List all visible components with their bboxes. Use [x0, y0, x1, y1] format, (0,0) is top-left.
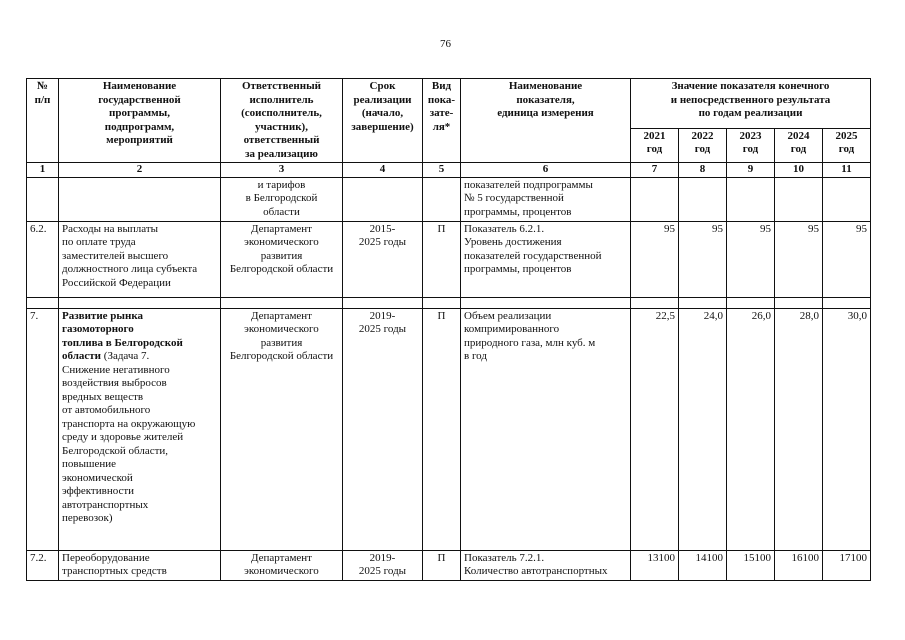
row-num: 7.: [27, 308, 59, 550]
header-year: 2024 год: [775, 128, 823, 162]
row-indicator: Показатель 6.2.1. Уровень достижения показателей государственной программы, процентов: [461, 221, 631, 297]
row-term: [343, 177, 423, 221]
table-row: [27, 177, 871, 221]
column-number: 3: [221, 163, 343, 178]
header-year: 2021 год: [631, 128, 679, 162]
row-value: 22,5: [631, 308, 679, 550]
header-values: Значение показателя конечного и непосредственного результата по годам реализации: [631, 79, 871, 129]
column-number: 10: [775, 163, 823, 178]
row-value: 95: [775, 221, 823, 297]
row-value: 95: [727, 221, 775, 297]
row-value: 24,0: [679, 308, 727, 550]
row-value: 95: [823, 221, 871, 297]
column-number: 4: [343, 163, 423, 178]
row-value: 30,0: [823, 308, 871, 550]
row-value: 95: [631, 221, 679, 297]
header-year: 2023 год: [727, 128, 775, 162]
row-value: [727, 177, 775, 221]
row-value: 17100: [823, 550, 871, 580]
row-term: 2015- 2025 годы: [343, 221, 423, 297]
column-number: 9: [727, 163, 775, 178]
row-value: [679, 177, 727, 221]
header-program: Наименование государственной программы, подпрограмм, мероприятий: [59, 79, 221, 163]
column-number: 5: [423, 163, 461, 178]
table-row: [27, 550, 871, 580]
row-type: [423, 177, 461, 221]
column-number: 6: [461, 163, 631, 178]
header-type: Вид пока- зате- ля*: [423, 79, 461, 163]
row-executor: Департамент экономического развития Белгородской области: [221, 308, 343, 550]
row-type: П: [423, 221, 461, 297]
page-number: 76: [440, 38, 451, 50]
row-name: Переоборудование транспортных средств: [59, 550, 221, 580]
row-num: 7.2.: [27, 550, 59, 580]
header-executor: Ответственный исполнитель (соисполнитель, участник), ответственный за реализацию: [221, 79, 343, 163]
program-table: [26, 78, 871, 581]
row-value: 15100: [727, 550, 775, 580]
column-number: 2: [59, 163, 221, 178]
row-indicator: показателей подпрограммы № 5 государственной программы, процентов: [461, 177, 631, 221]
header-year: 2025 год: [823, 128, 871, 162]
row-num: [27, 177, 59, 221]
row-name: [59, 308, 221, 550]
row-indicator: Объем реализации компримированного природного газа, млн куб. м в год: [461, 308, 631, 550]
column-number: 7: [631, 163, 679, 178]
row-value: 95: [679, 221, 727, 297]
table-row-spacer: [27, 297, 871, 308]
row-type: П: [423, 550, 461, 580]
row-value: 14100: [679, 550, 727, 580]
row-value: [775, 177, 823, 221]
row-value: 28,0: [775, 308, 823, 550]
row-value: 13100: [631, 550, 679, 580]
header-term: Срок реализации (начало, завершение): [343, 79, 423, 163]
table-row: [27, 308, 871, 550]
row-indicator: Показатель 7.2.1. Количество автотранспортных: [461, 550, 631, 580]
row-name-rest: (Задача 7. Снижение негативного воздействия выбросов вредных веществ от автомобильного транспорта на окружающую среду и здоровье жителей Белгородской области, повышение экономической эффективности автотранспортных перевозок): [62, 350, 196, 524]
row-value: [823, 177, 871, 221]
column-number: 1: [27, 163, 59, 178]
row-name: [59, 177, 221, 221]
header-row: [27, 79, 871, 129]
header-num: № п/п: [27, 79, 59, 163]
header-year: 2022 год: [679, 128, 727, 162]
row-executor: Департамент экономического: [221, 550, 343, 580]
header-indicator: Наименование показателя, единица измерения: [461, 79, 631, 163]
column-number: 8: [679, 163, 727, 178]
row-term: 2019- 2025 годы: [343, 308, 423, 550]
row-name-bold: Развитие рынка газомоторного топлива в Белгородской области: [62, 309, 183, 362]
row-name: Расходы на выплаты по оплате труда заместителей высшего должностного лица субъекта Российской Федерации: [59, 221, 221, 297]
column-numbers-row: [27, 163, 871, 178]
table-row: [27, 221, 871, 297]
row-value: 16100: [775, 550, 823, 580]
row-value: [631, 177, 679, 221]
column-number: 11: [823, 163, 871, 178]
row-term: 2019- 2025 годы: [343, 550, 423, 580]
row-executor: и тарифов в Белгородской области: [221, 177, 343, 221]
row-executor: Департамент экономического развития Белгородской области: [221, 221, 343, 297]
row-type: П: [423, 308, 461, 550]
row-value: 26,0: [727, 308, 775, 550]
row-num: 6.2.: [27, 221, 59, 297]
